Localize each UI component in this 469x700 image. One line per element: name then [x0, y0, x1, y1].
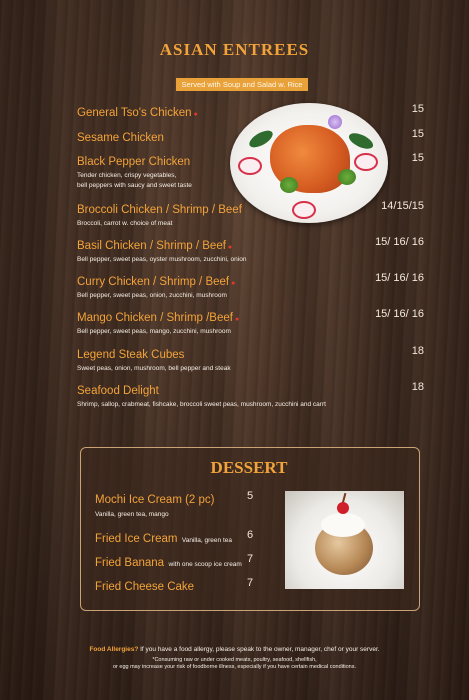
allergy-label: Food Allergies?	[89, 646, 139, 653]
item-name: Fried Cheese Cake	[95, 581, 195, 593]
chili-pepper-icon: ●	[234, 316, 240, 323]
item-price: 5	[247, 490, 254, 502]
menu-section-title: ASIAN ENTREES	[159, 40, 310, 59]
item-price: 15	[411, 103, 424, 115]
chili-pepper-icon: ●	[227, 244, 233, 251]
dessert-food-photo	[285, 491, 404, 589]
item-name: Fried Banana	[95, 557, 165, 569]
dessert-item	[95, 577, 194, 595]
broccoli	[280, 177, 298, 193]
radish-slice	[292, 201, 316, 219]
dessert-title: DESSERT	[210, 458, 288, 477]
dessert-item	[95, 553, 242, 571]
item-name: General Tso's Chicken	[77, 107, 192, 119]
allergy-text: If you have a food allergy, please speak to the owner, manager, chef or your server.	[138, 646, 380, 653]
served-with-banner: Served with Soup and Salad w. Rice	[176, 78, 308, 91]
menu-item	[77, 308, 437, 336]
broccoli	[338, 169, 356, 185]
item-description: Vanilla, green tea	[181, 537, 232, 544]
item-price: 15/ 16/ 16	[375, 272, 424, 284]
menu-item	[77, 381, 437, 409]
dessert-item	[95, 490, 215, 518]
item-description: Bell pepper, sweet peas, oyster mushroom, zucchini, onion	[77, 256, 247, 263]
item-price: 15/ 16/ 16	[375, 236, 424, 248]
item-price: 7	[247, 577, 254, 589]
cherry	[337, 502, 349, 514]
item-price: 15	[411, 152, 424, 164]
item-description: Broccoli, carrot w. choice of meat	[77, 220, 173, 227]
menu-item	[77, 345, 437, 373]
item-description: Bell pepper, sweet peas, onion, zucchini, mushroom	[77, 292, 227, 299]
item-description: Sweet peas, onion, mushroom, bell pepper and steak	[77, 365, 231, 372]
item-name: Mochi Ice Cream (2 pc)	[95, 494, 215, 506]
item-name: Broccoli Chicken / Shrimp / Beef	[77, 204, 242, 216]
consumption-warning: or egg may increase your risk of foodborne illness, especially if you have certain medical conditions.	[112, 664, 357, 670]
item-description: bell peppers with saucy and sweet taste	[77, 182, 192, 189]
item-price: 18	[411, 381, 424, 393]
menu-item	[77, 236, 437, 264]
item-price: 14/15/15	[381, 200, 424, 212]
item-name: Black Pepper Chicken	[77, 156, 191, 168]
garnish-leaf	[347, 130, 376, 152]
entree-food-photo	[230, 103, 388, 223]
item-price: 18	[411, 345, 424, 357]
item-name: Curry Chicken / Shrimp / Beef	[77, 276, 230, 288]
item-name: Sesame Chicken	[77, 132, 164, 144]
item-price: 6	[247, 529, 254, 541]
chili-pepper-icon: ●	[193, 111, 198, 118]
item-description: Tender chicken, crispy vegetables,	[77, 172, 177, 179]
item-description: Bell pepper, sweet peas, mango, zucchini, mushroom	[77, 328, 231, 335]
item-name: Basil Chicken / Shrimp / Beef	[77, 240, 226, 252]
item-name: Mango Chicken / Shrimp /Beef	[77, 312, 233, 324]
item-price: 15/ 16/ 16	[375, 308, 424, 320]
allergy-notice	[0, 646, 469, 653]
radish-slice	[354, 153, 378, 171]
consumption-warning: *Consuming raw or under cooked meats, poultry, seafood, shellfish,	[152, 657, 317, 663]
item-price: 7	[247, 553, 254, 565]
chili-pepper-icon: ●	[231, 280, 236, 287]
radish-slice	[238, 157, 262, 175]
whipped-cream	[321, 513, 365, 537]
item-description: with one scoop ice cream	[168, 561, 242, 568]
item-name: Seafood Delight	[77, 385, 159, 397]
item-description: Shrimp, sallop, crabmeat, fishcake, broccoli sweet peas, mushroom, zucchini and carrt	[77, 401, 326, 408]
item-name: Fried Ice Cream	[95, 533, 178, 545]
item-description: Vanilla, green tea, mango	[95, 511, 169, 518]
dessert-item	[95, 529, 232, 547]
orchid-garnish	[328, 115, 342, 129]
item-name: Legend Steak Cubes	[77, 349, 185, 361]
item-price: 15	[411, 128, 424, 140]
menu-item	[77, 272, 437, 300]
